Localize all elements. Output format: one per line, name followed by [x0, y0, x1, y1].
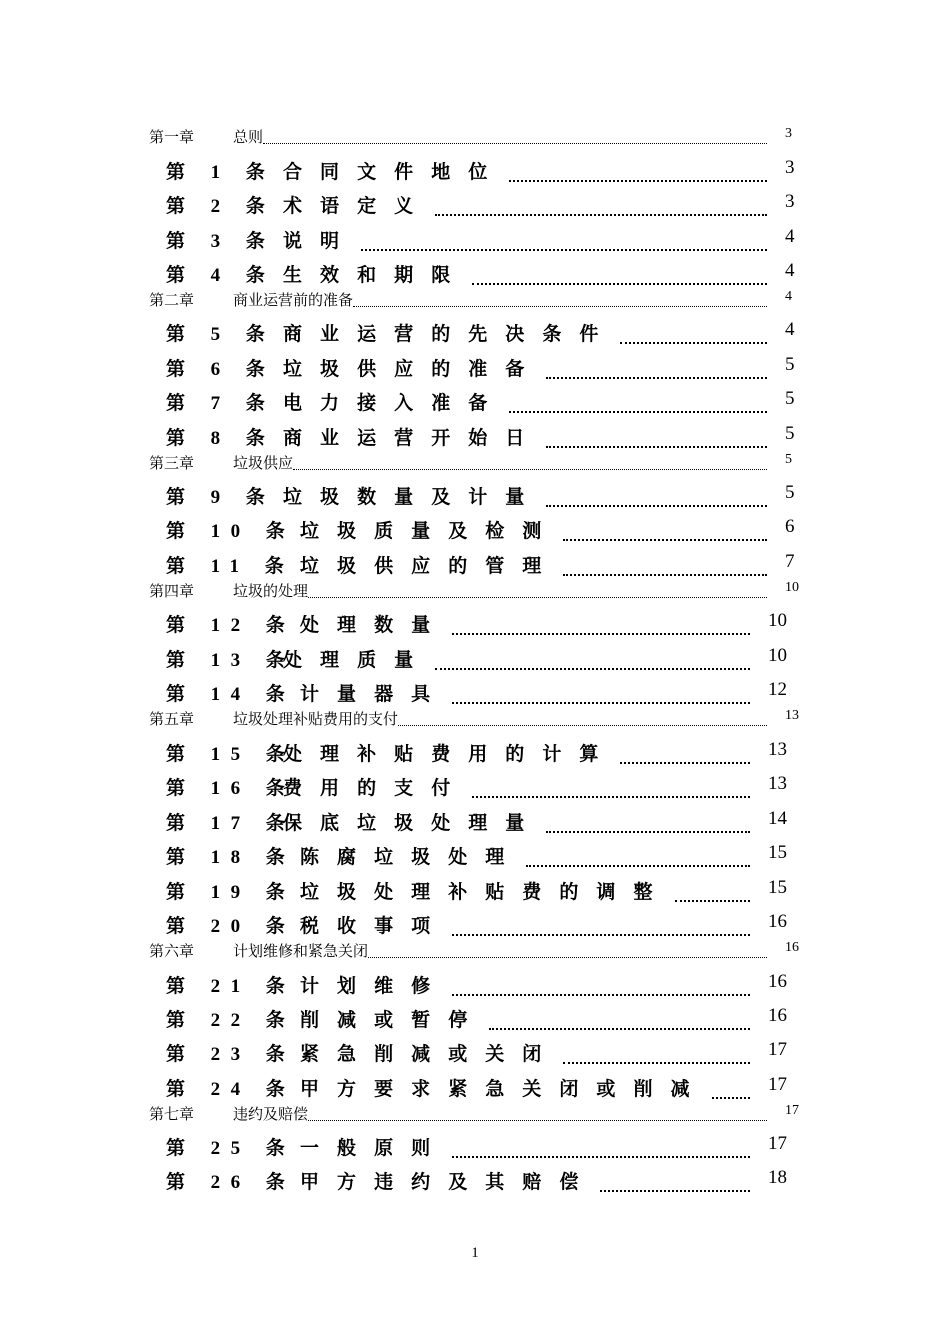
page-ref: 6 — [785, 516, 795, 537]
page-ref: 5 — [785, 452, 792, 467]
article-title: 计划维修 — [300, 976, 449, 997]
page-ref: 13 — [768, 773, 787, 794]
article-number: 第 16 条 — [166, 778, 296, 799]
page-ref: 4 — [785, 319, 795, 340]
dot-leader — [452, 1156, 750, 1158]
toc-article-entry[interactable] — [0, 971, 950, 1001]
dot-leader — [563, 1062, 750, 1064]
chapter-title: 计划维修和紧急关闭 — [233, 944, 369, 960]
chapter-number: 第七章 — [149, 1107, 195, 1123]
article-title: 税收事项 — [300, 916, 449, 937]
page-ref: 12 — [768, 679, 787, 700]
page-ref: 13 — [768, 739, 787, 760]
article-number: 第 5 条 — [166, 324, 276, 345]
article-number: 第 23 条 — [166, 1044, 296, 1065]
dot-leader — [435, 214, 767, 216]
article-number: 第 24 条 — [166, 1079, 296, 1100]
toc-article-entry[interactable] — [0, 911, 950, 941]
dot-leader — [620, 762, 750, 764]
toc-chapter-entry[interactable] — [0, 1103, 950, 1125]
chapter-title: 商业运营前的准备 — [233, 293, 354, 309]
chapter-number: 第一章 — [149, 130, 195, 146]
article-title: 合同文件地位 — [283, 162, 506, 183]
page-ref: 15 — [768, 877, 787, 898]
dot-leader — [546, 377, 767, 379]
article-title: 削减或暂停 — [300, 1010, 486, 1031]
article-title: 生效和期限 — [283, 265, 469, 286]
dot-leader — [368, 957, 767, 958]
article-number: 第 3 条 — [166, 231, 276, 252]
dot-leader — [675, 900, 750, 902]
page-ref: 4 — [785, 289, 792, 304]
toc-article-entry[interactable] — [0, 1167, 950, 1197]
toc-article-entry[interactable] — [0, 842, 950, 872]
article-number: 第 18 条 — [166, 847, 296, 868]
page-ref: 5 — [785, 482, 795, 503]
dot-leader — [546, 505, 767, 507]
dot-leader — [472, 283, 767, 285]
page-ref: 5 — [785, 423, 795, 444]
page-ref: 10 — [785, 580, 799, 595]
dot-leader — [452, 994, 750, 996]
chapter-number: 第二章 — [149, 293, 195, 309]
toc-article-entry[interactable] — [0, 1005, 950, 1035]
article-number: 第 25 条 — [166, 1138, 296, 1159]
article-title: 商业运营开始日 — [283, 428, 543, 449]
chapter-title: 垃圾的处理 — [233, 584, 309, 600]
article-number: 第 8 条 — [166, 428, 276, 449]
article-title: 处理质量 — [283, 650, 432, 671]
article-title: 紧急削减或关闭 — [300, 1044, 560, 1065]
article-number: 第 26 条 — [166, 1172, 296, 1193]
article-title: 电力接入准备 — [283, 393, 506, 414]
toc-article-entry[interactable] — [0, 551, 950, 581]
dot-leader — [452, 633, 750, 635]
dot-leader — [712, 1097, 750, 1099]
article-title: 垃圾处理补贴费的调整 — [300, 882, 671, 903]
toc-article-entry[interactable] — [0, 319, 950, 349]
chapter-number: 第三章 — [149, 456, 195, 472]
page-ref: 16 — [768, 911, 787, 932]
dot-leader — [489, 1028, 750, 1030]
article-title: 一般原则 — [300, 1138, 449, 1159]
page-ref: 17 — [768, 1039, 787, 1060]
dot-leader — [472, 796, 750, 798]
toc-article-entry[interactable] — [0, 423, 950, 453]
article-number: 第 10 条 — [166, 521, 296, 542]
dot-leader — [526, 865, 750, 867]
chapter-title: 垃圾处理补贴费用的支付 — [233, 712, 399, 728]
page-ref: 7 — [785, 551, 795, 572]
page-ref: 10 — [768, 610, 787, 631]
article-number: 第 21 条 — [166, 976, 296, 997]
toc-article-entry[interactable] — [0, 482, 950, 512]
toc-article-entry[interactable] — [0, 191, 950, 221]
article-number: 第 20 条 — [166, 916, 296, 937]
article-title: 费用的支付 — [283, 778, 469, 799]
dot-leader — [563, 539, 767, 541]
dot-leader — [452, 702, 750, 704]
dot-leader — [263, 143, 767, 144]
dot-leader — [620, 342, 767, 344]
toc-chapter-entry[interactable] — [0, 452, 950, 474]
article-number: 第 15 条 — [166, 744, 296, 765]
article-number: 第 7 条 — [166, 393, 276, 414]
article-title: 垃圾供应的管理 — [300, 556, 560, 577]
toc-article-entry[interactable] — [0, 645, 950, 675]
dot-leader — [308, 1120, 767, 1121]
dot-leader — [452, 934, 750, 936]
page-ref: 5 — [785, 388, 795, 409]
chapter-title: 违约及赔偿 — [233, 1107, 309, 1123]
toc-article-entry[interactable] — [0, 226, 950, 256]
page-ref: 10 — [768, 645, 787, 666]
toc-article-entry[interactable] — [0, 1039, 950, 1069]
article-number: 第 11 条 — [166, 556, 295, 577]
page-ref: 3 — [785, 126, 792, 141]
article-number: 第 1 条 — [166, 162, 276, 183]
toc-chapter-entry[interactable] — [0, 708, 950, 730]
page-ref: 17 — [768, 1074, 787, 1095]
toc-article-entry[interactable] — [0, 516, 950, 546]
dot-leader — [509, 411, 767, 413]
dot-leader — [398, 725, 767, 726]
toc-article-entry[interactable] — [0, 773, 950, 803]
page-ref: 15 — [768, 842, 787, 863]
article-number: 第 14 条 — [166, 684, 296, 705]
toc-article-entry[interactable] — [0, 808, 950, 838]
page-ref: 3 — [785, 157, 795, 178]
page-ref: 4 — [785, 226, 795, 247]
chapter-title: 垃圾供应 — [233, 456, 294, 472]
dot-leader — [361, 249, 767, 251]
page-ref: 4 — [785, 260, 795, 281]
page-ref: 14 — [768, 808, 787, 829]
page-ref: 3 — [785, 191, 795, 212]
dot-leader — [600, 1190, 750, 1192]
article-number: 第 19 条 — [166, 882, 296, 903]
chapter-number: 第六章 — [149, 944, 195, 960]
toc-article-entry[interactable] — [0, 1133, 950, 1163]
toc-chapter-entry[interactable] — [0, 126, 950, 148]
toc-chapter-entry[interactable] — [0, 580, 950, 602]
dot-leader — [353, 306, 767, 307]
article-title: 垃圾数量及计量 — [283, 487, 543, 508]
article-title: 垃圾供应的准备 — [283, 359, 543, 380]
page-ref: 17 — [785, 1103, 799, 1118]
dot-leader — [563, 574, 767, 576]
page-ref: 5 — [785, 354, 795, 375]
toc-article-entry[interactable] — [0, 679, 950, 709]
article-number: 第 2 条 — [166, 196, 276, 217]
article-title: 甲方要求紧急关闭或削减 — [300, 1079, 708, 1100]
dot-leader — [509, 180, 767, 182]
toc-article-entry[interactable] — [0, 260, 950, 290]
article-number: 第 12 条 — [166, 615, 296, 636]
toc-article-entry[interactable] — [0, 739, 950, 769]
chapter-number: 第五章 — [149, 712, 195, 728]
article-title: 计量器具 — [300, 684, 449, 705]
toc-chapter-entry[interactable] — [0, 289, 950, 311]
toc-article-entry[interactable] — [0, 610, 950, 640]
dot-leader — [293, 469, 767, 470]
toc-article-entry[interactable] — [0, 388, 950, 418]
toc-article-entry[interactable] — [0, 157, 950, 187]
article-title: 陈腐垃圾处理 — [300, 847, 523, 868]
article-title: 商业运营的先决条件 — [283, 324, 617, 345]
page-ref: 18 — [768, 1167, 787, 1188]
page-ref: 16 — [785, 940, 799, 955]
dot-leader — [546, 831, 750, 833]
chapter-number: 第四章 — [149, 584, 195, 600]
page-ref: 13 — [785, 708, 799, 723]
toc-chapter-entry[interactable] — [0, 940, 950, 962]
dot-leader — [435, 668, 750, 670]
article-title: 术语定义 — [283, 196, 432, 217]
dot-leader — [308, 597, 767, 598]
dot-leader — [546, 446, 767, 448]
article-number: 第 9 条 — [166, 487, 276, 508]
article-title: 垃圾质量及检测 — [300, 521, 560, 542]
page-ref: 17 — [768, 1133, 787, 1154]
toc-article-entry[interactable] — [0, 877, 950, 907]
page-ref: 16 — [768, 1005, 787, 1026]
article-title: 处理数量 — [300, 615, 449, 636]
page-ref: 16 — [768, 971, 787, 992]
article-number: 第 4 条 — [166, 265, 276, 286]
article-title: 处理补贴费用的计算 — [283, 744, 617, 765]
article-number: 第 13 条 — [166, 650, 296, 671]
article-number: 第 6 条 — [166, 359, 276, 380]
article-title: 甲方违约及其赔偿 — [300, 1172, 597, 1193]
page-number: 1 — [471, 1245, 479, 1261]
toc-article-entry[interactable] — [0, 1074, 950, 1104]
chapter-title: 总则 — [233, 130, 264, 146]
article-title: 保底垃圾处理量 — [283, 813, 543, 834]
article-number: 第 17 条 — [166, 813, 296, 834]
article-number: 第 22 条 — [166, 1010, 296, 1031]
article-title: 说明 — [283, 231, 358, 252]
toc-article-entry[interactable] — [0, 354, 950, 384]
